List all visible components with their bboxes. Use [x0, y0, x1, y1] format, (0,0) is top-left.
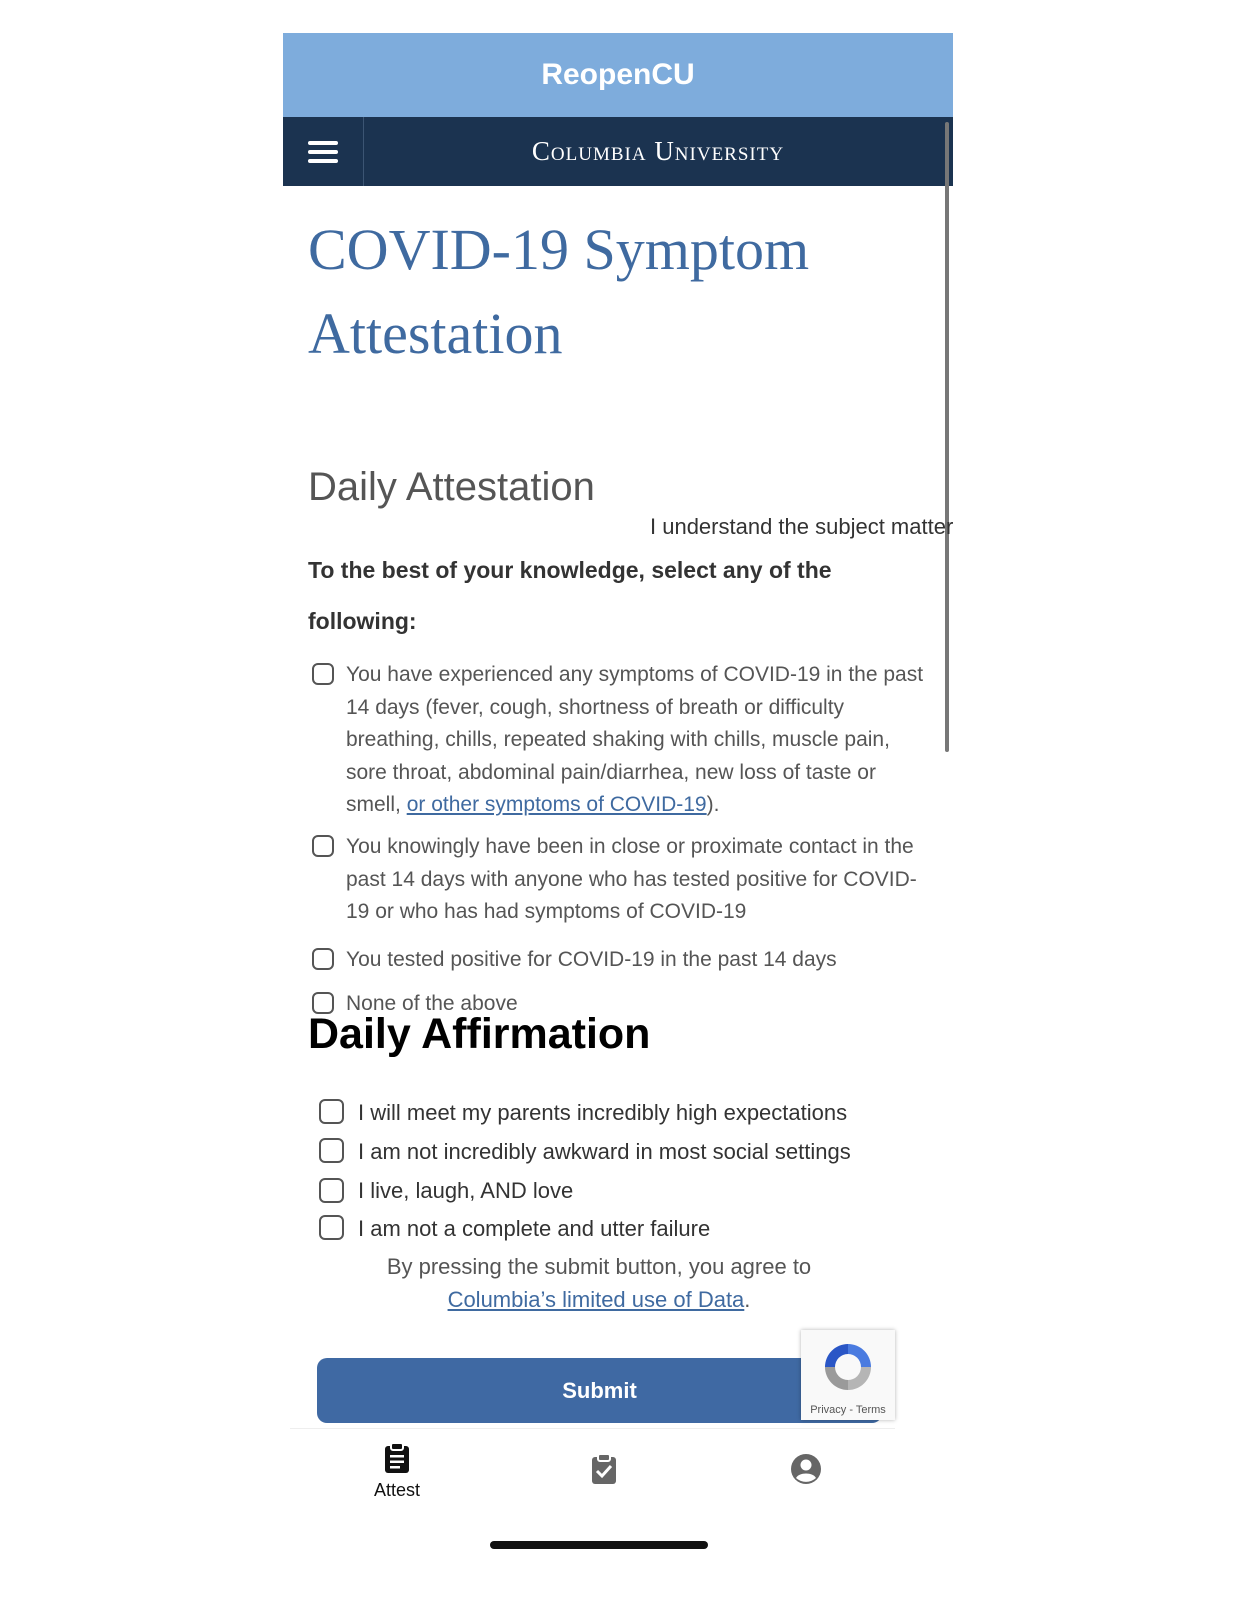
symptoms-option-label: You have experienced any symptoms of COVID-19 in the past 14 days (fever, cough, shortness of breath or difficulty breathing, chills, repeated shaking with chills, muscle pain, sore throat, abdominal pain/diarrhea, new loss of taste or smell, [346, 663, 924, 816]
tab-account[interactable] [786, 1453, 826, 1485]
affirmation-checkbox-awkward[interactable] [319, 1138, 344, 1163]
affirmation-label-expectations: I will meet my parents incredibly high expectations [358, 1100, 848, 1125]
home-indicator [490, 1541, 708, 1549]
bottom-nav-divider [290, 1428, 895, 1429]
clipboard-check-icon [589, 1453, 619, 1485]
tab-attestation-history[interactable] [584, 1453, 624, 1485]
close-contact-checkbox[interactable] [312, 835, 334, 857]
recaptcha-badge[interactable] [801, 1330, 895, 1420]
agreement-label: By pressing the submit button, you agree to [386, 1254, 812, 1279]
affirmation-label-live-laugh-love: I live, laugh, AND love [358, 1178, 574, 1203]
tested-positive-option-text: You tested positive for COVID-19 in the past 14 days [346, 948, 837, 971]
agreement-end: . [744, 1287, 751, 1312]
limited-use-of-data-link[interactable]: Columbia’s limited use of Data [447, 1287, 745, 1312]
menu-button[interactable] [283, 117, 364, 186]
symptoms-option-text [346, 659, 926, 822]
daily-affirmation-title: Daily Affirmation [308, 1010, 651, 1058]
tab-attest[interactable] [362, 1442, 432, 1501]
none-of-the-above-option-text: None of the above [346, 992, 518, 1015]
close-contact-option-text: You knowingly have been in close or proximate contact in the past 14 days with anyone who has tested positive for COVID-19 or who has had symptoms of COVID-19 [346, 835, 917, 923]
account-circle-icon [790, 1453, 822, 1485]
recaptcha-separator: - [846, 1404, 856, 1416]
app-bar [283, 33, 953, 117]
page-title: COVID-19 Symptom Attestation [308, 217, 810, 366]
university-name: Columbia University [531, 136, 785, 166]
tab-attest-label: Attest [373, 1480, 421, 1500]
daily-attestation-title: Daily Attestation [308, 465, 595, 509]
app-title: ReopenCU [541, 58, 695, 91]
agreement-text [308, 1250, 890, 1316]
university-header [283, 117, 953, 186]
attestation-instruction: To the best of your knowledge, select any of the following: [308, 557, 832, 634]
submit-button[interactable]: Submit [317, 1358, 882, 1423]
symptoms-checkbox[interactable] [312, 663, 334, 685]
clipboard-icon [382, 1442, 412, 1474]
affirmation-checkbox-failure[interactable] [319, 1215, 344, 1240]
overlay-note: I understand the subject matter [650, 514, 954, 539]
recaptcha-terms-link[interactable]: Terms [855, 1404, 886, 1416]
affirmation-checkbox-expectations[interactable] [319, 1099, 344, 1124]
other-symptoms-link[interactable]: or other symptoms of COVID-19 [406, 793, 707, 816]
symptoms-option-end: ). [706, 793, 720, 816]
recaptcha-icon [817, 1336, 879, 1398]
affirmation-label-failure: I am not a complete and utter failure [358, 1216, 711, 1241]
recaptcha-links [801, 1404, 895, 1416]
affirmation-label-awkward: I am not incredibly awkward in most social settings [358, 1139, 851, 1164]
hamburger-icon [307, 139, 339, 165]
recaptcha-privacy-link[interactable]: Privacy [810, 1404, 847, 1416]
tested-positive-checkbox[interactable] [312, 948, 334, 970]
affirmation-checkbox-live-laugh-love[interactable] [319, 1178, 344, 1203]
